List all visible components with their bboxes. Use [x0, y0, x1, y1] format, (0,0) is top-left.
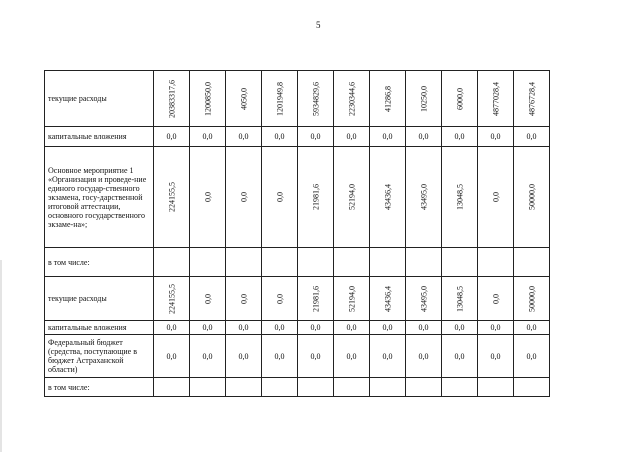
cell-value: 1200850,0 [203, 81, 212, 116]
table-cell [262, 378, 298, 397]
table-cell: 0,0 [514, 321, 550, 335]
cell-value: 0,0 [491, 293, 500, 304]
row-label: в том числе: [45, 248, 154, 277]
cell-value: 52194,0 [347, 285, 356, 312]
table-cell: 0,0 [334, 321, 370, 335]
cell-value: 43436,4 [383, 184, 392, 210]
table-cell [370, 71, 406, 127]
table-cell: 0,0 [442, 127, 478, 147]
cell-value: 4876728,4 [527, 81, 536, 116]
table-row [45, 378, 550, 397]
table-row [45, 277, 550, 321]
table-cell [442, 71, 478, 127]
cell-value: 4050,0 [239, 87, 248, 110]
table-cell [154, 71, 190, 127]
row-label: в том числе: [45, 378, 154, 397]
table-cell: 0,0 [442, 321, 478, 335]
cell-value: 224155,5 [167, 283, 176, 314]
table-cell [298, 147, 334, 248]
row-label: Основное мероприятие 1 «Организация и проведе-ние единого государ-ственного экзамена, госу-дарственной итоговой аттестации, основного государственного экзаме-на»; [45, 147, 154, 248]
cell-value: 13048,5 [455, 285, 464, 312]
table-row [45, 335, 550, 378]
cell-value: 6000,0 [455, 87, 464, 110]
table-cell [370, 277, 406, 321]
table-cell [334, 147, 370, 248]
table-cell: 0,0 [226, 127, 262, 147]
table-cell [406, 378, 442, 397]
table-row [45, 147, 550, 248]
cell-value: 21981,6 [311, 285, 320, 312]
table-cell [298, 378, 334, 397]
table-cell: 0,0 [190, 321, 226, 335]
table-cell [298, 71, 334, 127]
cell-value: 5934829,6 [311, 81, 320, 116]
table-cell [442, 248, 478, 277]
cell-value: 0,0 [203, 192, 212, 202]
row-label: текущие расходы [45, 71, 154, 127]
table-cell [226, 147, 262, 248]
cell-value: 13048,5 [455, 184, 464, 210]
table-cell: 0,0 [442, 335, 478, 378]
budget-table [44, 70, 550, 397]
cell-value: 20383317,6 [167, 79, 176, 118]
table-cell [262, 277, 298, 321]
cell-value: 2230344,6 [347, 81, 356, 116]
table-row [45, 248, 550, 277]
table-cell [262, 248, 298, 277]
table-cell [478, 147, 514, 248]
page-number: 5 [316, 20, 321, 30]
table-cell [478, 71, 514, 127]
table-cell: 0,0 [154, 335, 190, 378]
table-cell: 0,0 [370, 335, 406, 378]
table-cell [514, 248, 550, 277]
table-cell [226, 378, 262, 397]
cell-value: 0,0 [203, 293, 212, 304]
table-cell: 0,0 [334, 335, 370, 378]
table-cell: 0,0 [262, 321, 298, 335]
table-cell: 0,0 [190, 335, 226, 378]
cell-value: 0,0 [239, 293, 248, 304]
cell-value: 1201949,8 [275, 81, 284, 116]
table-cell [226, 277, 262, 321]
row-label: капитальные вложения [45, 127, 154, 147]
table-cell: 0,0 [154, 127, 190, 147]
table-cell [262, 71, 298, 127]
cell-value: 43436,4 [383, 285, 392, 312]
table-cell: 0,0 [190, 127, 226, 147]
cell-value: 0,0 [275, 293, 284, 304]
table-cell [406, 71, 442, 127]
cell-value: 10250,0 [419, 85, 428, 112]
cell-value: 50000,0 [527, 285, 536, 312]
table-cell [298, 277, 334, 321]
table-cell [334, 71, 370, 127]
table-row [45, 321, 550, 335]
row-label: капитальные вложения [45, 321, 154, 335]
table-cell [478, 378, 514, 397]
cell-value: 43495,0 [419, 184, 428, 210]
table-cell [154, 248, 190, 277]
cell-value: 224155,5 [167, 182, 176, 212]
table-cell: 0,0 [478, 321, 514, 335]
table-cell [514, 71, 550, 127]
table-cell: 0,0 [406, 127, 442, 147]
row-label: текущие расходы [45, 277, 154, 321]
table-cell: 0,0 [334, 127, 370, 147]
table-cell [406, 248, 442, 277]
table-cell [334, 248, 370, 277]
table-cell [154, 147, 190, 248]
table-cell: 0,0 [226, 321, 262, 335]
table-cell: 0,0 [262, 127, 298, 147]
table-cell: 0,0 [478, 127, 514, 147]
cell-value: 43495,0 [419, 285, 428, 312]
table-cell: 0,0 [298, 335, 334, 378]
cell-value: 0,0 [491, 192, 500, 202]
table-cell [190, 71, 226, 127]
table-cell [154, 378, 190, 397]
table-cell: 0,0 [478, 335, 514, 378]
table-cell [370, 147, 406, 248]
table-cell [334, 277, 370, 321]
table-cell [442, 277, 478, 321]
table-cell [190, 147, 226, 248]
table-cell [190, 277, 226, 321]
cell-value: 21981,6 [311, 184, 320, 210]
table-cell [226, 71, 262, 127]
table-row [45, 127, 550, 147]
cell-value: 50000,0 [527, 184, 536, 210]
table-cell: 0,0 [298, 321, 334, 335]
cell-value: 52194,0 [347, 184, 356, 210]
table-cell [262, 147, 298, 248]
table-cell: 0,0 [406, 321, 442, 335]
table-cell [190, 378, 226, 397]
scan-edge [0, 260, 2, 452]
cell-value: 41286,8 [383, 85, 392, 112]
table-cell [334, 378, 370, 397]
table-cell: 0,0 [406, 335, 442, 378]
cell-value: 4877028,4 [491, 81, 500, 116]
table-row [45, 71, 550, 127]
table-cell: 0,0 [226, 335, 262, 378]
table-cell [442, 147, 478, 248]
table-cell: 0,0 [514, 335, 550, 378]
table-cell: 0,0 [262, 335, 298, 378]
table-cell [298, 248, 334, 277]
row-label: Федеральный бюджет (средства, поступающие в бюджет Астраханской области) [45, 335, 154, 378]
table-cell: 0,0 [370, 127, 406, 147]
table-cell [226, 248, 262, 277]
table-cell: 0,0 [514, 127, 550, 147]
cell-value: 0,0 [239, 192, 248, 202]
table-cell [190, 248, 226, 277]
table-cell [514, 147, 550, 248]
table-cell [370, 248, 406, 277]
table-cell: 0,0 [298, 127, 334, 147]
table-cell [442, 378, 478, 397]
table-cell [514, 277, 550, 321]
table-cell [514, 378, 550, 397]
table-cell [478, 248, 514, 277]
table-cell: 0,0 [154, 321, 190, 335]
cell-value: 0,0 [275, 192, 284, 202]
table-cell [406, 277, 442, 321]
table-cell [370, 378, 406, 397]
table-cell: 0,0 [370, 321, 406, 335]
table-cell [154, 277, 190, 321]
table-cell [478, 277, 514, 321]
table-cell [406, 147, 442, 248]
